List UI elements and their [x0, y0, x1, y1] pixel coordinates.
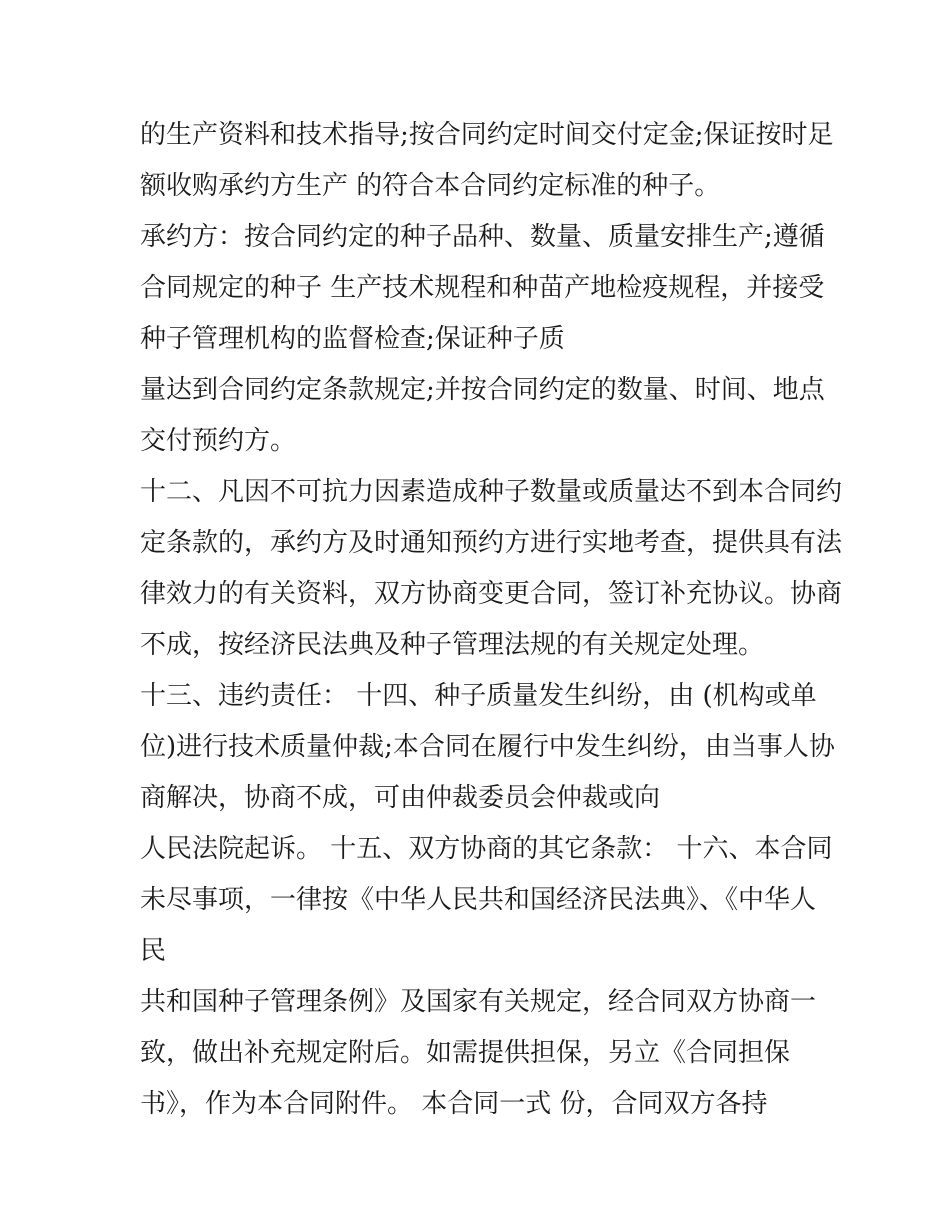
text-line: 律效力的有关资料，双方协商变更合同，签订补充协议。协商	[140, 579, 843, 609]
text-line: 人民法院起诉。 十五、双方协商的其它条款： 十六、本合同	[140, 834, 833, 864]
text-line: 商解决，协商不成，可由仲裁委员会仲裁或向	[140, 783, 661, 813]
text-line: 量达到合同约定条款规定;并按合同约定的数量、时间、地点	[140, 375, 825, 405]
text-line: 种子管理机构的监督检查;保证种子质	[140, 324, 565, 354]
text-line: 交付预约方。	[140, 426, 297, 456]
text-line: 位)进行技术质量仲裁;本合同在履行中发生纠纷，由当事人协	[140, 732, 835, 762]
text-line: 合同规定的种子 生产技术规程和种苗产地检疫规程，并接受	[140, 273, 825, 303]
text-line: 的生产资料和技术指导;按合同约定时间交付定金;保证按时足	[140, 120, 834, 150]
text-line: 致，做出补充规定附后。如需提供担保，另立《合同担保	[140, 1038, 791, 1068]
text-line: 未尽事项，一律按《中华人民共和国经济民法典》、《中华人	[140, 885, 817, 915]
text-line: 共和国种子管理条例》及国家有关规定，经合同双方协商一	[140, 987, 817, 1017]
text-line: 十二、凡因不可抗力因素造成种子数量或质量达不到本合同约	[140, 477, 843, 507]
text-line: 民	[140, 936, 167, 966]
text-line: 承约方：按合同约定的种子品种、数量、质量安排生产;遵循	[140, 222, 825, 252]
text-line: 额收购承约方生产 的符合本合同约定标准的种子。	[140, 171, 721, 201]
text-line: 书》，作为本合同附件。 本合同一式 份，合同双方各持	[140, 1089, 768, 1119]
contract-text-body	[140, 110, 843, 1130]
text-line: 不成，按经济民法典及种子管理法规的有关规定处理。	[140, 630, 765, 660]
text-line: 十三、违约责任： 十四、种子质量发生纠纷，由 (机构或单	[140, 681, 817, 711]
text-line: 定条款的，承约方及时通知预约方进行实地考查，提供具有法	[140, 528, 843, 558]
